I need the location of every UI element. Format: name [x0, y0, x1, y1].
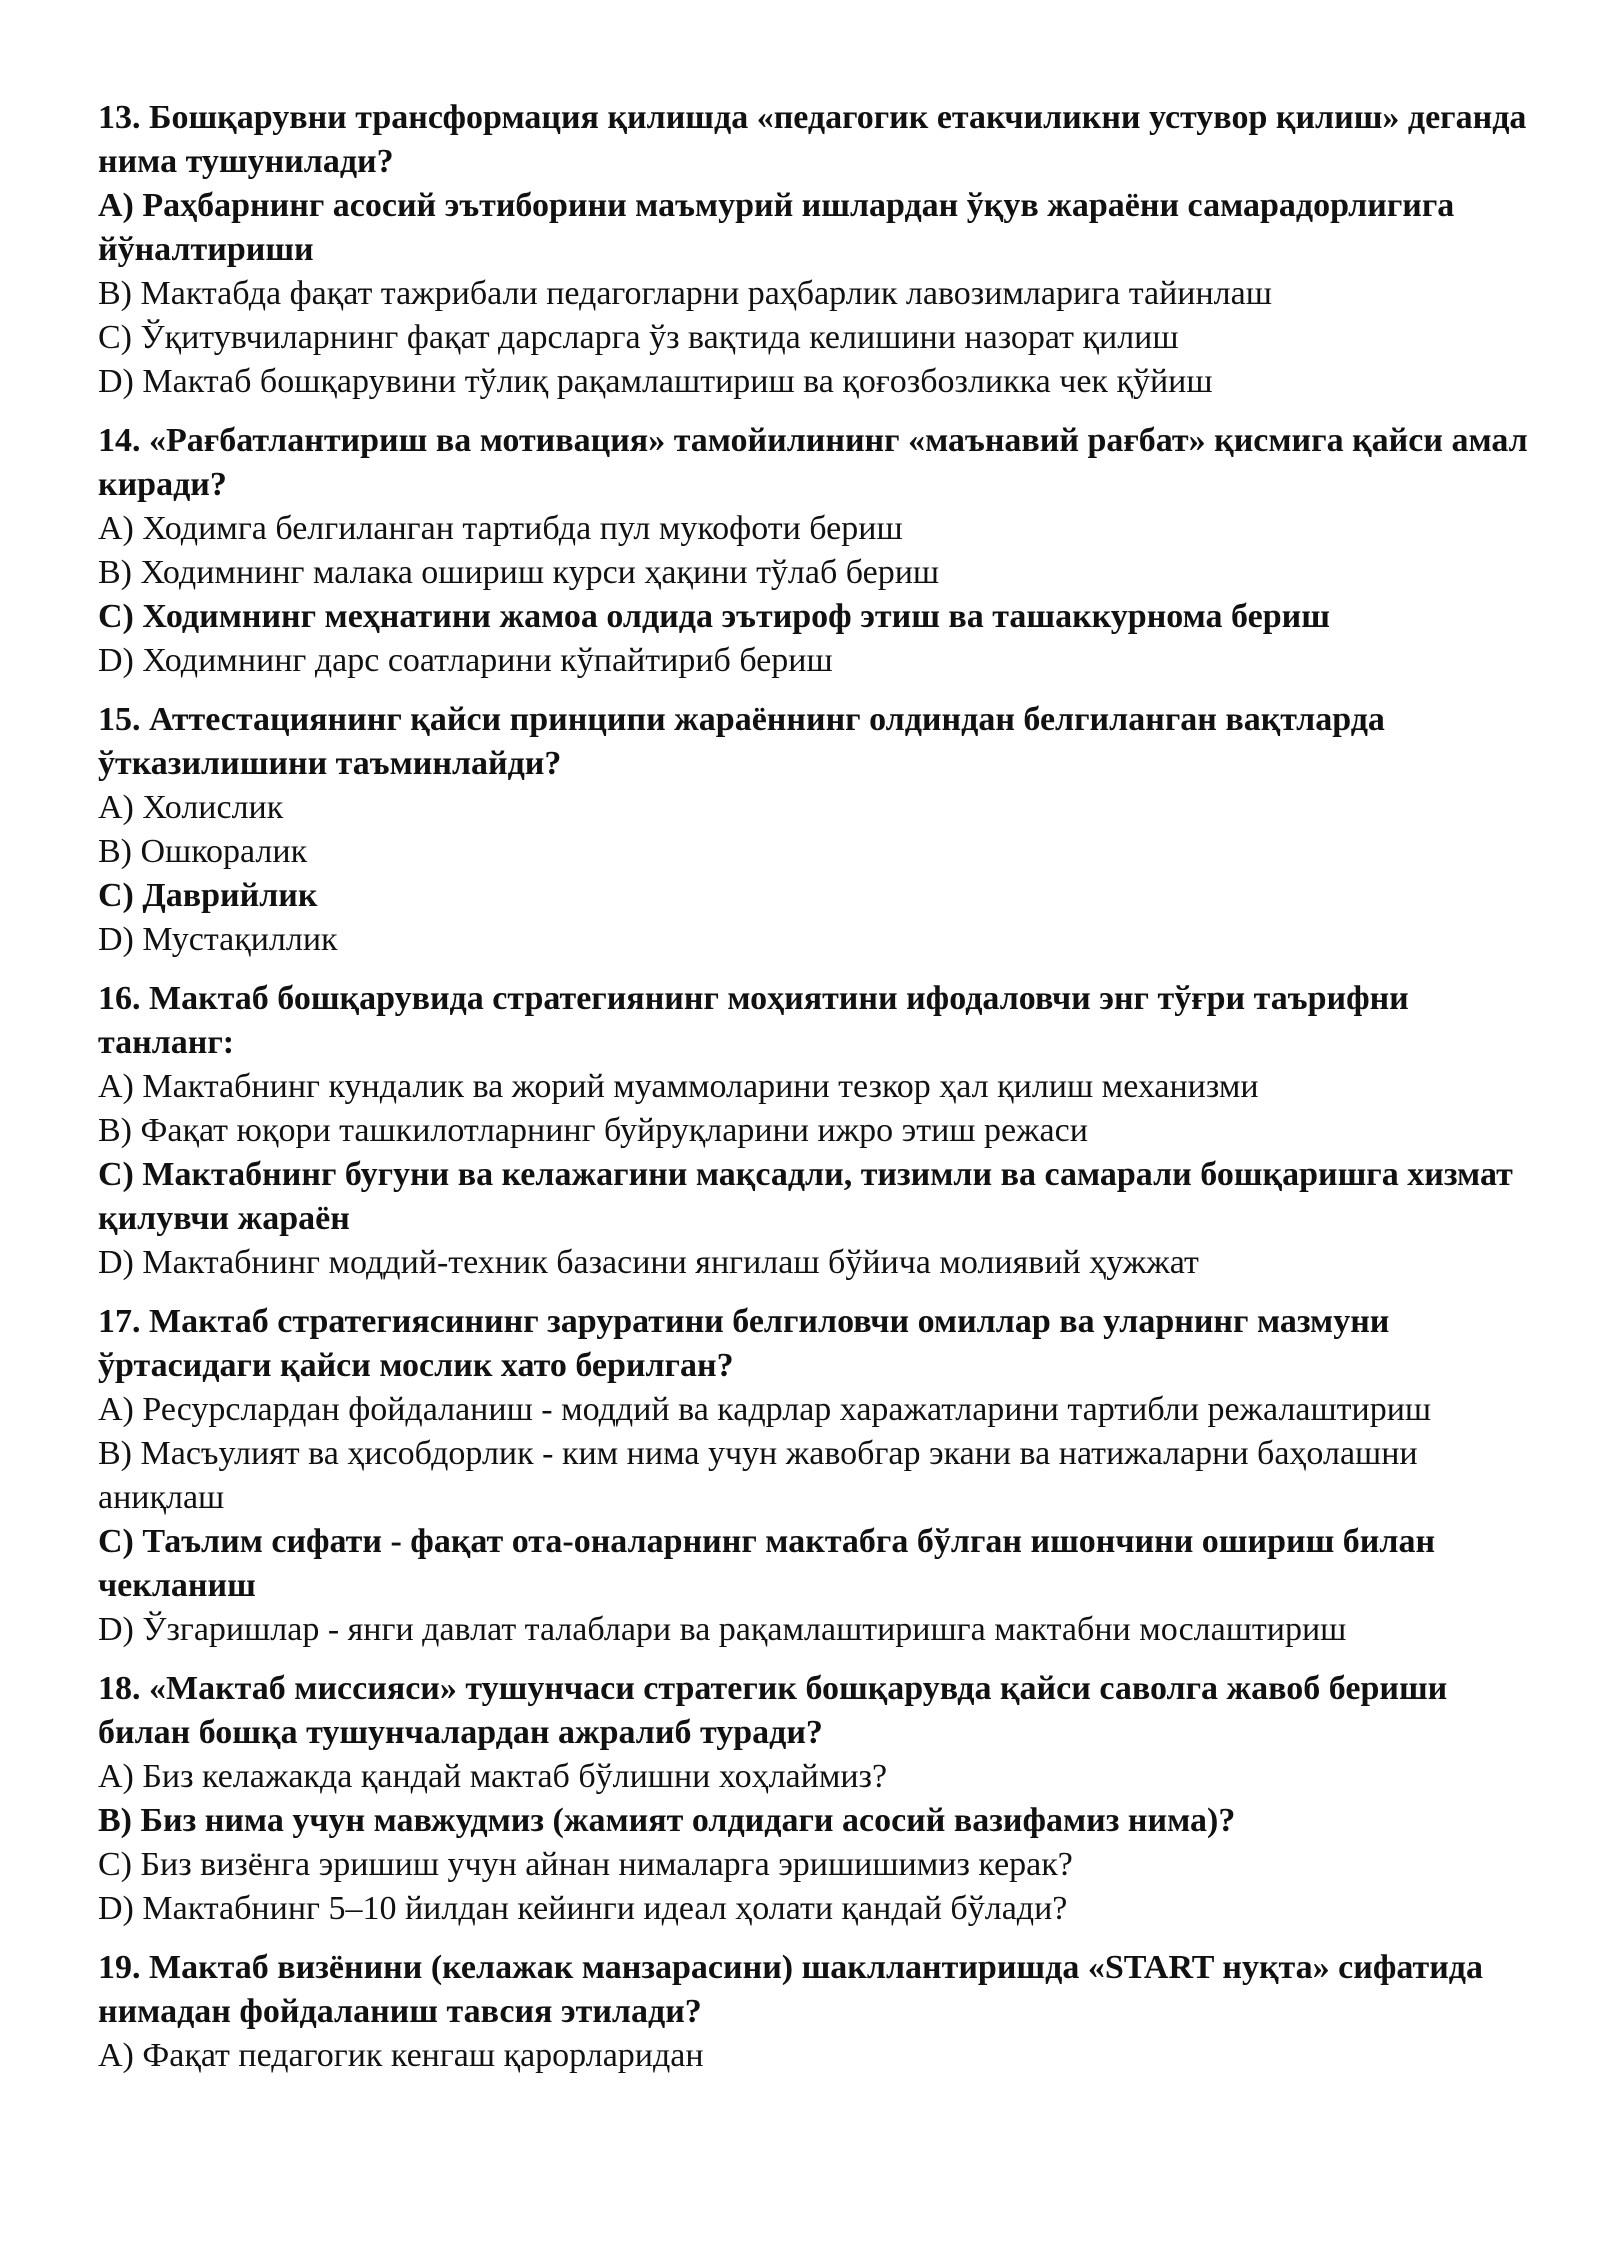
question-16: [98, 977, 1538, 1285]
question-text: 15. Аттестациянинг қайси принципи жараённинг олдиндан белгиланган вақтларда ўтказилишини таъминлайди?: [98, 701, 1385, 782]
answer-option: D) Ўзгаришлар - янги давлат талаблари ва рақамлаштиришга мактабни мослаштириш: [98, 1611, 1347, 1648]
question-17: [98, 1300, 1538, 1652]
answer-option: A) Ресурслардан фойдаланиш - моддий ва кадрлар харажатларини тартибли режалаштириш: [98, 1391, 1432, 1428]
answer-option: C) Ходимнинг меҳнатини жамоа олдида эътироф этиш ва ташаккурнома бериш: [98, 598, 1330, 635]
answer-option: B) Ходимнинг малака ошириш курси ҳақини тўлаб бериш: [98, 554, 940, 591]
answer-option: B) Ошкоралик: [98, 833, 308, 870]
answer-option: D) Мустақиллик: [98, 921, 338, 958]
question-text: 17. Мактаб стратегиясининг заруратини белгиловчи омиллар ва уларнинг мазмуни ўртасидаги қайси мослик хато берилган?: [98, 1303, 1390, 1384]
answer-option: A) Раҳбарнинг асосий эътиборини маъмурий ишлардан ўқув жараёни самарадорлигига йўналтириши: [98, 187, 1455, 268]
answer-option: D) Мактаб бошқарувини тўлиқ рақамлаштириш ва қоғозбозликка чек қўйиш: [98, 363, 1213, 400]
answer-option: C) Таълим сифати - фақат ота-оналарнинг мактабга бўлган ишончини ошириш билан чекланиш: [98, 1523, 1436, 1604]
answer-option: D) Мактабнинг 5–10 йилдан кейинги идеал ҳолати қандай бўлади?: [98, 1890, 1068, 1927]
question-text: 13. Бошқарувни трансформация қилишда «педагогик етакчиликни устувор қилиш» деганда нима тушунилади?: [98, 99, 1527, 180]
answer-option: C) Ўқитувчиларнинг фақат дарсларга ўз вақтида келишини назорат қилиш: [98, 319, 1179, 356]
answer-option: C) Мактабнинг бугуни ва келажагини мақсадли, тизимли ва самарали бошқаришга хизмат қилувчи жараён: [98, 1156, 1513, 1237]
question-13: [98, 96, 1538, 404]
answer-option: C) Даврийлик: [98, 877, 318, 914]
question-14: [98, 419, 1538, 683]
question-text: 16. Мактаб бошқарувида стратегиянинг моҳиятини ифодаловчи энг тўғри таърифни танланг:: [98, 980, 1409, 1061]
answer-option: A) Холислик: [98, 789, 284, 826]
question-text: 19. Мактаб визёнини (келажак манзарасини) шакллантиришда «START нуқта» сифатида нимадан фойдаланиш тавсия этилади?: [98, 1949, 1483, 2030]
answer-option: A) Мактабнинг кундалик ва жорий муаммоларини тезкор ҳал қилиш механизми: [98, 1068, 1259, 1105]
question-text: 18. «Мактаб миссияси» тушунчаси стратегик бошқарувда қайси саволга жавоб бериши билан бошқа тушунчалардан ажралиб туради?: [98, 1670, 1448, 1751]
answer-option: C) Биз визёнга эришиш учун айнан нималарга эришишимиз керак?: [98, 1846, 1073, 1883]
answer-option: B) Фақат юқори ташкилотларнинг буйруқларини ижро этиш режаси: [98, 1112, 1088, 1149]
answer-option: D) Мактабнинг моддий-техник базасини янгилаш бўйича молиявий ҳужжат: [98, 1244, 1199, 1281]
answer-option: A) Биз келажакда қандай мактаб бўлишни хоҳлаймиз?: [98, 1758, 888, 1795]
answer-option: A) Ходимга белгиланган тартибда пул мукофоти бериш: [98, 510, 903, 547]
answer-option: B) Мактабда фақат тажрибали педагогларни раҳбарлик лавозимларига тайинлаш: [98, 275, 1272, 312]
question-18: [98, 1667, 1538, 1931]
question-text: 14. «Рағбатлантириш ва мотивация» тамойилининг «маънавий рағбат» қисмига қайси амал киради?: [98, 422, 1528, 503]
answer-option: D) Ходимнинг дарс соатларини кўпайтириб бериш: [98, 642, 833, 679]
question-15: [98, 698, 1538, 962]
document-page: [98, 96, 1538, 2093]
question-19: [98, 1946, 1538, 2078]
answer-option: A) Фақат педагогик кенгаш қарорларидан: [98, 2037, 704, 2074]
answer-option: B) Биз нима учун мавжудмиз (жамият олдидаги асосий вазифамиз нима)?: [98, 1802, 1236, 1839]
answer-option: B) Масъулият ва ҳисобдорлик - ким нима учун жавобгар экани ва натижаларни баҳолашни аниқлаш: [98, 1435, 1418, 1516]
